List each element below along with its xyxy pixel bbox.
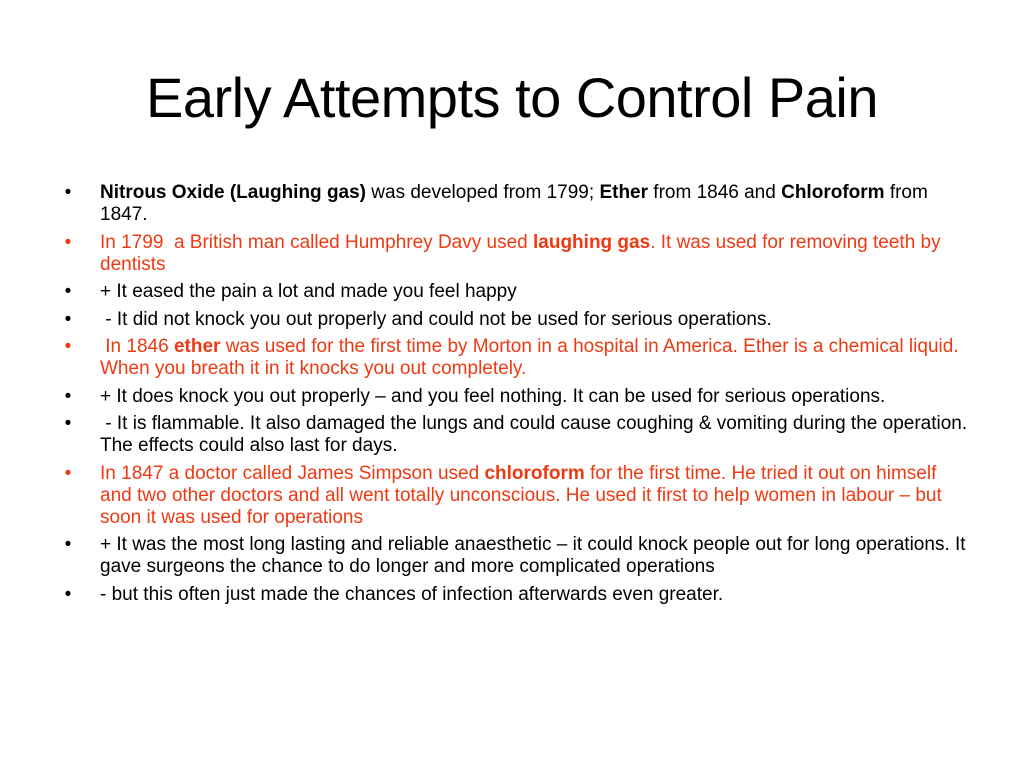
bullet-list	[58, 182, 973, 611]
bullet-item	[58, 386, 968, 408]
bullet-text-bold: Chloroform	[781, 182, 885, 203]
bullet-text-bold: Ether	[599, 182, 649, 203]
bullet-dot-icon: •	[64, 231, 72, 253]
bullet-dot-icon: •	[64, 281, 72, 302]
bullet-item	[58, 534, 971, 578]
bullet-text: - It did not knock you out properly and could not be used for serious operations.	[100, 308, 772, 330]
bullet-text: In 1846	[100, 336, 174, 357]
bullet-text: In 1799 a British man called Humphrey Davy used	[100, 231, 533, 253]
bullet-item	[58, 584, 968, 606]
bullet-item	[58, 413, 973, 457]
bullet-text: from 1846 and	[648, 182, 782, 203]
bullet-dot-icon: •	[64, 182, 72, 203]
bullet-dot-icon: •	[64, 308, 72, 330]
bullet-text-bold: chloroform	[484, 462, 585, 484]
bullet-text-bold: laughing gas	[533, 231, 651, 253]
bullet-dot-icon: •	[64, 583, 72, 605]
bullet-text: + It eased the pain a lot and made you feel happy	[100, 281, 517, 302]
bullet-item	[58, 463, 968, 529]
bullet-text: - but this often just made the chances of infection afterwards even greater.	[100, 583, 724, 605]
bullet-text: In 1847 a doctor called James Simpson used	[100, 462, 485, 484]
bullet-text: was developed from 1799;	[366, 182, 600, 203]
bullet-item	[58, 182, 968, 226]
bullet-dot-icon: •	[64, 413, 72, 434]
bullet-text: + It was the most long lasting and reliable anaesthetic – it could knock people out for long operations. It gave surgeons the chance to do longer and more complicated operations	[100, 534, 971, 577]
bullet-text: was used for the first time by Morton in a hospital in America. Ether is a chemical liquid. When you breath it in it knocks you out completely.	[100, 336, 964, 379]
bullet-dot-icon: •	[64, 385, 72, 407]
bullet-item	[58, 309, 968, 331]
bullet-text: + It does knock you out properly – and you feel nothing. It can be used for serious operations.	[100, 385, 886, 407]
bullet-text-bold: ether	[173, 336, 221, 357]
bullet-item	[58, 232, 968, 276]
bullet-item	[58, 336, 968, 380]
bullet-text: for the first time. He tried it out on himself and two other doctors and all went totally unconscious. He used it first to help women in labour – but soon it was used for operations	[100, 462, 948, 528]
bullet-item	[58, 281, 968, 303]
bullet-text: from 1847.	[100, 182, 934, 225]
bullet-text-bold: Nitrous Oxide (Laughing gas)	[100, 182, 367, 203]
bullet-text: - It is flammable. It also damaged the lungs and could cause coughing & vomiting during the operation. The effects could also last for days.	[100, 413, 973, 456]
slide-title: Early Attempts to Control Pain	[145, 66, 878, 129]
bullet-dot-icon: •	[64, 534, 72, 555]
bullet-text: . It was used for removing teeth by dentists	[100, 231, 946, 275]
bullet-dot-icon: •	[64, 336, 72, 357]
bullet-dot-icon: •	[64, 462, 72, 484]
